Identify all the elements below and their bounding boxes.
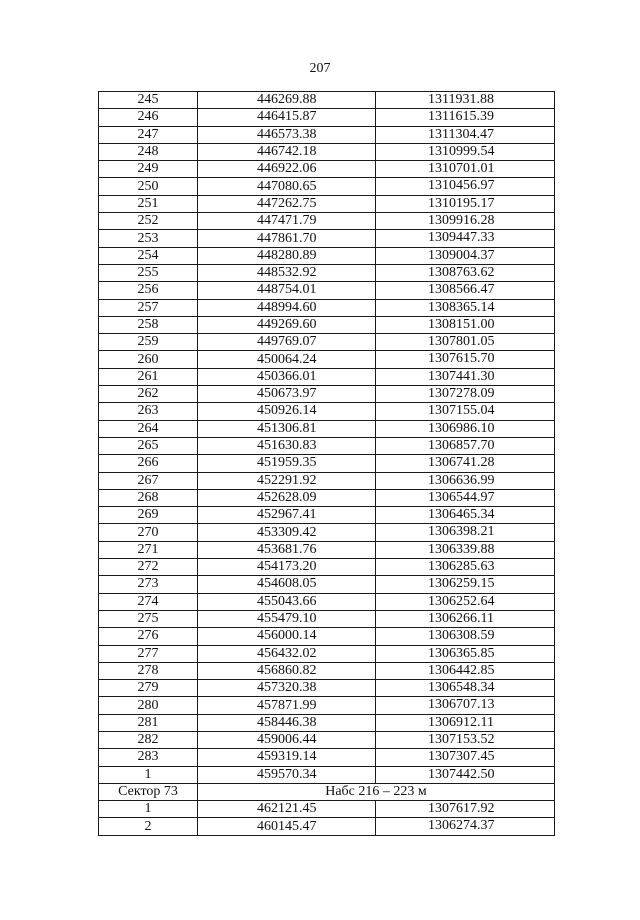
table-row <box>99 593 555 610</box>
table-row <box>99 437 555 454</box>
table-row <box>99 645 555 662</box>
x-coordinate: 451959.35 <box>198 455 376 472</box>
table-row <box>99 801 555 818</box>
point-number: 260 <box>99 351 198 368</box>
coordinates-table-body-a <box>99 92 555 784</box>
y-coordinate: 1310999.54 <box>376 143 555 160</box>
point-number: 246 <box>99 109 198 126</box>
x-coordinate: 446415.87 <box>198 109 376 126</box>
y-coordinate: 1310701.01 <box>376 161 555 178</box>
x-coordinate: 457320.38 <box>198 680 376 697</box>
x-coordinate: 446573.38 <box>198 126 376 143</box>
y-coordinate: 1308151.00 <box>376 316 555 333</box>
y-coordinate: 1307442.50 <box>376 766 555 783</box>
x-coordinate: 450064.24 <box>198 351 376 368</box>
point-number: 282 <box>99 731 198 748</box>
table-row <box>99 264 555 281</box>
y-coordinate: 1307801.05 <box>376 334 555 351</box>
point-number: 1 <box>99 801 198 818</box>
point-number: 261 <box>99 368 198 385</box>
point-number: 278 <box>99 662 198 679</box>
point-number: 266 <box>99 455 198 472</box>
x-coordinate: 456000.14 <box>198 628 376 645</box>
table-row <box>99 507 555 524</box>
table-row <box>99 143 555 160</box>
table-row <box>99 178 555 195</box>
y-coordinate: 1306986.10 <box>376 420 555 437</box>
x-coordinate: 448532.92 <box>198 264 376 281</box>
y-coordinate: 1306365.85 <box>376 645 555 662</box>
point-number: 274 <box>99 593 198 610</box>
table-row <box>99 282 555 299</box>
x-coordinate: 456860.82 <box>198 662 376 679</box>
y-coordinate: 1311615.39 <box>376 109 555 126</box>
point-number: 270 <box>99 524 198 541</box>
table-row <box>99 368 555 385</box>
x-coordinate: 446742.18 <box>198 143 376 160</box>
point-number: 268 <box>99 489 198 506</box>
y-coordinate: 1306442.85 <box>376 662 555 679</box>
x-coordinate: 457871.99 <box>198 697 376 714</box>
x-coordinate: 454173.20 <box>198 559 376 576</box>
y-coordinate: 1307307.45 <box>376 749 555 766</box>
x-coordinate: 447080.65 <box>198 178 376 195</box>
table-row <box>99 230 555 247</box>
point-number: 262 <box>99 386 198 403</box>
table-row <box>99 195 555 212</box>
table-row <box>99 126 555 143</box>
table-row <box>99 662 555 679</box>
y-coordinate: 1306308.59 <box>376 628 555 645</box>
y-coordinate: 1311304.47 <box>376 126 555 143</box>
table-row <box>99 731 555 748</box>
point-number: 269 <box>99 507 198 524</box>
y-coordinate: 1309004.37 <box>376 247 555 264</box>
y-coordinate: 1311931.88 <box>376 92 555 109</box>
table-row <box>99 610 555 627</box>
table-row <box>99 472 555 489</box>
x-coordinate: 450926.14 <box>198 403 376 420</box>
y-coordinate: 1306339.88 <box>376 541 555 558</box>
y-coordinate: 1306465.34 <box>376 507 555 524</box>
y-coordinate: 1306274.37 <box>376 818 555 835</box>
y-coordinate: 1307615.70 <box>376 351 555 368</box>
x-coordinate: 451630.83 <box>198 437 376 454</box>
table-row <box>99 92 555 109</box>
x-coordinate: 452628.09 <box>198 489 376 506</box>
table-row <box>99 749 555 766</box>
x-coordinate: 454608.05 <box>198 576 376 593</box>
point-number: 249 <box>99 161 198 178</box>
table-row <box>99 351 555 368</box>
y-coordinate: 1308365.14 <box>376 299 555 316</box>
table-row <box>99 420 555 437</box>
x-coordinate: 459570.34 <box>198 766 376 783</box>
sector-elevation-note: Набс 216 – 223 м <box>198 783 555 800</box>
x-coordinate: 455479.10 <box>198 610 376 627</box>
table-row <box>99 386 555 403</box>
table-row <box>99 109 555 126</box>
point-number: 276 <box>99 628 198 645</box>
y-coordinate: 1306285.63 <box>376 559 555 576</box>
table-row <box>99 489 555 506</box>
x-coordinate: 451306.81 <box>198 420 376 437</box>
x-coordinate: 452967.41 <box>198 507 376 524</box>
point-number: 263 <box>99 403 198 420</box>
table-row <box>99 766 555 783</box>
coordinates-table-body-b <box>99 801 555 836</box>
point-number: 281 <box>99 714 198 731</box>
point-number: 265 <box>99 437 198 454</box>
y-coordinate: 1309916.28 <box>376 213 555 230</box>
x-coordinate: 453681.76 <box>198 541 376 558</box>
y-coordinate: 1306707.13 <box>376 697 555 714</box>
x-coordinate: 450366.01 <box>198 368 376 385</box>
y-coordinate: 1306636.99 <box>376 472 555 489</box>
x-coordinate: 455043.66 <box>198 593 376 610</box>
y-coordinate: 1309447.33 <box>376 230 555 247</box>
point-number: 283 <box>99 749 198 766</box>
x-coordinate: 447471.79 <box>198 213 376 230</box>
x-coordinate: 446922.06 <box>198 161 376 178</box>
table-row <box>99 628 555 645</box>
point-number: 259 <box>99 334 198 351</box>
page-number: 207 <box>309 61 331 76</box>
x-coordinate: 447861.70 <box>198 230 376 247</box>
y-coordinate: 1310456.97 <box>376 178 555 195</box>
x-coordinate: 459319.14 <box>198 749 376 766</box>
point-number: 2 <box>99 818 198 835</box>
point-number: 253 <box>99 230 198 247</box>
x-coordinate: 448280.89 <box>198 247 376 264</box>
y-coordinate: 1306548.34 <box>376 680 555 697</box>
x-coordinate: 449769.07 <box>198 334 376 351</box>
x-coordinate: 449269.60 <box>198 316 376 333</box>
y-coordinate: 1306266.11 <box>376 610 555 627</box>
table-row <box>99 316 555 333</box>
y-coordinate: 1307617.92 <box>376 801 555 818</box>
sector-title: Сектор 73 <box>99 783 198 800</box>
y-coordinate: 1306544.97 <box>376 489 555 506</box>
table-row <box>99 697 555 714</box>
point-number: 267 <box>99 472 198 489</box>
point-number: 247 <box>99 126 198 143</box>
table-row <box>99 247 555 264</box>
y-coordinate: 1306259.15 <box>376 576 555 593</box>
table-row <box>99 818 555 835</box>
point-number: 279 <box>99 680 198 697</box>
point-number: 258 <box>99 316 198 333</box>
point-number: 256 <box>99 282 198 299</box>
y-coordinate: 1306857.70 <box>376 437 555 454</box>
sector-header <box>99 783 555 800</box>
coordinates-table <box>98 91 555 836</box>
table-row <box>99 161 555 178</box>
y-coordinate: 1306398.21 <box>376 524 555 541</box>
point-number: 277 <box>99 645 198 662</box>
point-number: 1 <box>99 766 198 783</box>
x-coordinate: 446269.88 <box>198 92 376 109</box>
point-number: 273 <box>99 576 198 593</box>
table-row <box>99 576 555 593</box>
point-number: 280 <box>99 697 198 714</box>
x-coordinate: 450673.97 <box>198 386 376 403</box>
point-number: 255 <box>99 264 198 281</box>
x-coordinate: 460145.47 <box>198 818 376 835</box>
y-coordinate: 1310195.17 <box>376 195 555 212</box>
point-number: 248 <box>99 143 198 160</box>
y-coordinate: 1308763.62 <box>376 264 555 281</box>
table-row <box>99 403 555 420</box>
point-number: 252 <box>99 213 198 230</box>
y-coordinate: 1307278.09 <box>376 386 555 403</box>
y-coordinate: 1306252.64 <box>376 593 555 610</box>
point-number: 275 <box>99 610 198 627</box>
y-coordinate: 1307153.52 <box>376 731 555 748</box>
x-coordinate: 452291.92 <box>198 472 376 489</box>
y-coordinate: 1307155.04 <box>376 403 555 420</box>
point-number: 251 <box>99 195 198 212</box>
table-row <box>99 559 555 576</box>
x-coordinate: 448754.01 <box>198 282 376 299</box>
table-row <box>99 680 555 697</box>
y-coordinate: 1306741.28 <box>376 455 555 472</box>
point-number: 257 <box>99 299 198 316</box>
sector-header-row <box>99 783 555 800</box>
x-coordinate: 459006.44 <box>198 731 376 748</box>
point-number: 245 <box>99 92 198 109</box>
y-coordinate: 1306912.11 <box>376 714 555 731</box>
table-row <box>99 524 555 541</box>
x-coordinate: 453309.42 <box>198 524 376 541</box>
point-number: 254 <box>99 247 198 264</box>
point-number: 271 <box>99 541 198 558</box>
point-number: 250 <box>99 178 198 195</box>
table-row <box>99 213 555 230</box>
y-coordinate: 1308566.47 <box>376 282 555 299</box>
x-coordinate: 458446.38 <box>198 714 376 731</box>
table-row <box>99 541 555 558</box>
x-coordinate: 462121.45 <box>198 801 376 818</box>
table-row <box>99 299 555 316</box>
x-coordinate: 448994.60 <box>198 299 376 316</box>
table-row <box>99 714 555 731</box>
point-number: 264 <box>99 420 198 437</box>
point-number: 272 <box>99 559 198 576</box>
x-coordinate: 447262.75 <box>198 195 376 212</box>
y-coordinate: 1307441.30 <box>376 368 555 385</box>
x-coordinate: 456432.02 <box>198 645 376 662</box>
table-row <box>99 334 555 351</box>
table-row <box>99 455 555 472</box>
